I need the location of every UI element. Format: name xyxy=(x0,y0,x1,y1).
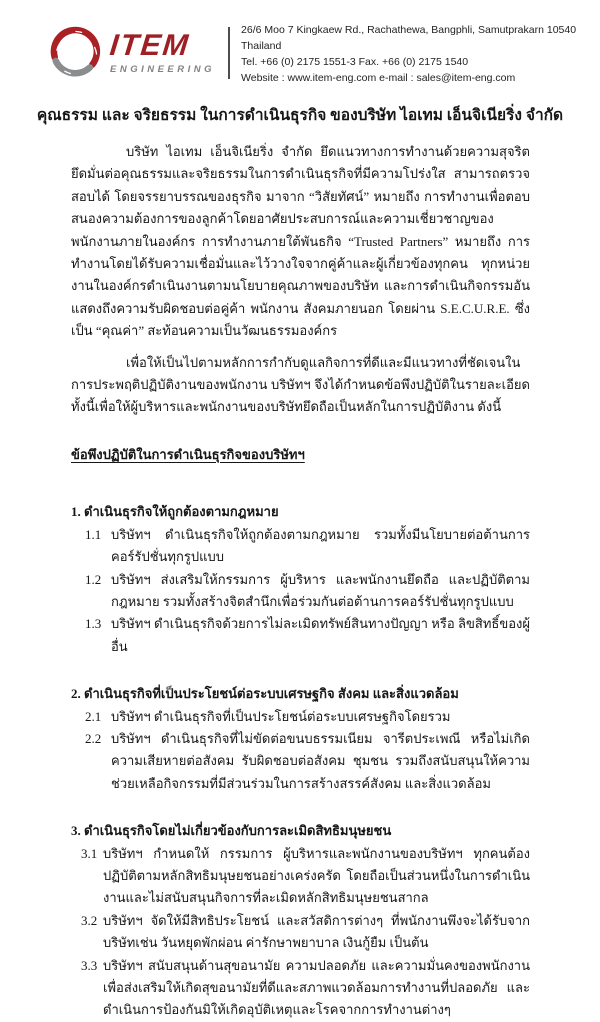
document-body xyxy=(71,141,530,1022)
list-item xyxy=(71,910,530,955)
list-item xyxy=(71,955,530,1022)
item-text: บริษัทฯ ดำเนินธุรกิจที่ไม่ขัดต่อขนบธรรมเนียม จารีตประเพณี หรือไม่เกิดความเสียหายต่อสังคม รับผิดชอบต่อสังคม ชุมชน รวมถึงสนับสนุนให้ความช่วยเหลือกิจกรรมที่มีส่วนร่วมในการสร้างสรรค์สังคม และสิ่งแวดล้อม xyxy=(111,730,530,791)
company-logo xyxy=(48,25,215,81)
rules-heading: ข้อพึงปฏิบัติในการดำเนินธุรกิจของบริษัทฯ xyxy=(71,446,305,462)
letterhead xyxy=(48,20,600,86)
item-number: 3.2 xyxy=(81,912,98,928)
header-divider xyxy=(228,27,230,79)
brand-subtitle: ENGINEERING xyxy=(110,64,216,75)
contact-address: 26/6 Moo 7 Kingkaew Rd., Rachathewa, Bangphli, Samutprakarn 10540 Thailand xyxy=(241,24,577,52)
item-number: 1.3 xyxy=(85,616,102,632)
list-item xyxy=(71,706,530,728)
item-text: บริษัทฯ จัดให้มีสิทธิประโยชน์ และสวัสดิการต่างๆ ที่พนักงานพึงจะได้รับจากบริษัทเช่น วันหยุดพักผ่อน ค่ารักษาพยาบาล เงินกู้ยืม เป็นต้น xyxy=(103,912,530,951)
contact-info xyxy=(241,20,600,86)
contact-phones: Tel. +66 (0) 2175 1551-3 Fax. +66 (0) 2175 1540 xyxy=(241,56,469,68)
intro-paragraph: เพื่อให้เป็นไปตามหลักการกำกับดูแลกิจการที่ดีและมีแนวทางที่ชัดเจนในการประพฤติปฏิบัติงานของพนักงาน บริษัทฯ จึงได้กำหนดข้อพึงปฏิบัติในรายละเอียด ทั้งนี้เพื่อให้ผู้บริหารและพนักงานของบริษัทยึดถือเป็นหลักในการปฏิบัติงาน ดังนี้ xyxy=(71,354,530,415)
list-item xyxy=(71,728,530,795)
item-text: บริษัทฯ ส่งเสริมให้กรรมการ ผู้บริหาร และพนักงานยึดถือ และปฏิบัติตามกฎหมาย รวมทั้งสร้างจิตสำนึกเพื่อร่วมกันต่อต้านการคอร์รัปชั่นทุกรูปแบบ xyxy=(111,571,530,609)
item-number: 1.1 xyxy=(85,526,102,542)
item-text: บริษัทฯ สนับสนุนด้านสุขอนามัย ความปลอดภัย และความมั่นคงของพนักงาน เพื่อส่งเสริมให้เกิดสุขอนามัยที่ดีและสภาพแวดล้อมการทำงานที่ปลอดภัย และดำเนินการป้องกันมิให้เกิดอุบัติเหตุและโรคจากการทำงานต่างๆ xyxy=(103,957,530,1018)
circular-swirl-logo-icon xyxy=(48,25,104,81)
logo-wordmark xyxy=(110,31,215,75)
section-title: 1. ดำเนินธุรกิจให้ถูกต้องตามกฎหมาย xyxy=(71,504,279,520)
page-title: คุณธรรม และ จริยธรรม ในการดำเนินธุรกิจ ของบริษัท ไอเทม เอ็นจิเนียริ่ง จำกัด xyxy=(36,107,564,124)
list-item xyxy=(71,524,530,569)
section-3 xyxy=(71,820,530,1022)
item-text: บริษัทฯ ดำเนินธุรกิจให้ถูกต้องตามกฎหมาย รวมทั้งมีนโยบายต่อต้านการคอร์รัปชั่นทุกรูปแบบ xyxy=(111,526,530,565)
item-number: 2.2 xyxy=(85,730,102,746)
item-text: บริษัทฯ กำหนดให้ กรรมการ ผู้บริหารและพนักงานของบริษัทฯ ทุกคนต้องปฏิบัติตามหลักสิทธิมนุษยชนอย่างเคร่งครัด โดยถือเป็นส่วนหนึ่งในการดำเนินงานและไม่สนับสนุนกิจการที่ละเมิดหลักสิทธิมนุษยชนสากล xyxy=(103,845,530,906)
brand-name: ITEM xyxy=(108,29,192,62)
item-number: 2.1 xyxy=(85,708,102,724)
item-text: บริษัทฯ ดำเนินธุรกิจด้วยการไม่ละเมิดทรัพย์สินทางปัญญา หรือ ลิขสิทธิ์ของผู้อื่น xyxy=(111,616,530,654)
section-title: 3. ดำเนินธุรกิจโดยไม่เกี่ยวข้องกับการละเมิดสิทธิมนุษยชน xyxy=(71,823,392,839)
list-item xyxy=(71,569,530,614)
section-1 xyxy=(71,501,530,658)
item-number: 3.1 xyxy=(81,845,98,861)
section-2 xyxy=(71,683,530,795)
contact-web-email: Website : www.item-eng.com e-mail : sales@item-eng.com xyxy=(241,72,516,84)
list-item xyxy=(71,843,530,910)
item-number: 1.2 xyxy=(85,571,102,587)
section-title: 2. ดำเนินธุรกิจที่เป็นประโยชน์ต่อระบบเศรษฐกิจ สังคม และสิ่งแวดล้อม xyxy=(71,686,459,702)
item-text: บริษัทฯ ดำเนินธุรกิจที่เป็นประโยชน์ต่อระบบเศรษฐกิจโดยรวม xyxy=(111,708,451,724)
item-number: 3.3 xyxy=(81,957,98,973)
list-item xyxy=(71,613,530,658)
intro-paragraph: บริษัท ไอเทม เอ็นจิเนียริ่ง จำกัด ยึดแนวทางการทำงานด้วยความสุจริต ยึดมั่นต่อคุณธรรมและจริยธรรมในการดำเนินธุรกิจที่มีความโปร่งใส สามารถตรวจสอบได้ โดยจรรยาบรรณของธุรกิจ มาจาก “วิสัยทัศน์” หมายถึง การทำงานเพื่อตอบสนองความต้องการของลูกค้าโดยอาศัยประสบการณ์และความเชี่ยวชาญของพนักงานภายในองค์กร การทำงานภายใต้พันธกิจ “Trusted Partners” หมายถึง การทำงานโดยได้รับความเชื่อมั่นและไว้วางใจจากคู่ค้าและผู้เกี่ยวข้องทุกคน ทุกหน่วยงานในองค์กรดำเนินงานตามนโยบายคุณภาพของบริษัท และการดำเนินกิจกรรมอันแสดงถึงความรับผิดชอบต่อคู่ค้า พนักงาน สังคมภายนอก โดยผ่าน S.E.C.U.R.E. ซึ่งเป็น “คุณค่า” สะท้อนความเป็นวัฒนธรรมองค์กร xyxy=(71,144,530,339)
